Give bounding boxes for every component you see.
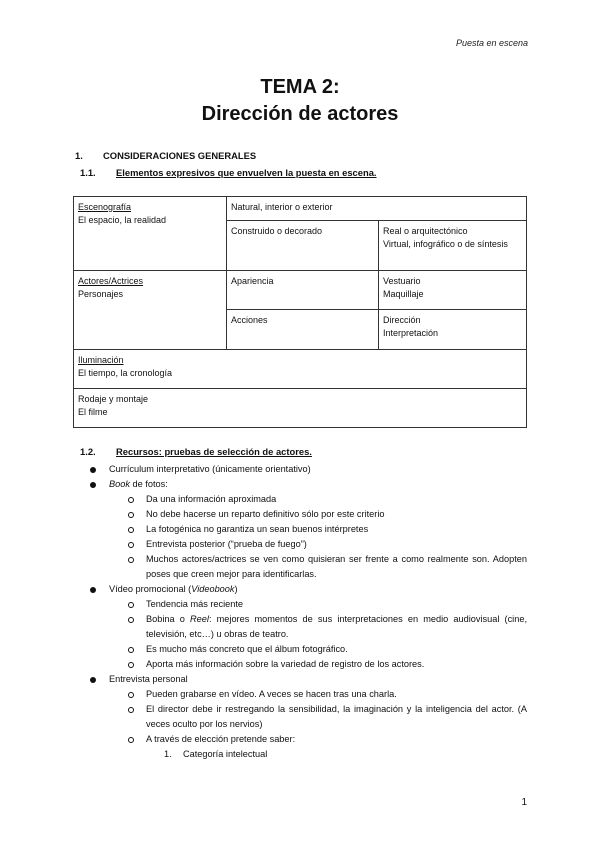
circle-bullet-icon <box>128 707 134 713</box>
bullet-icon <box>90 677 96 683</box>
page-title <box>0 74 600 128</box>
section-number: 1. <box>75 150 83 161</box>
bullet-icon <box>90 467 96 473</box>
list-item: No debe hacerse un reparto definitivo sólo por este criterio <box>146 509 385 519</box>
list-item: Es mucho más concreto que el álbum fotográfico. <box>146 644 348 654</box>
cell-direccion <box>379 310 527 350</box>
book-suffix: de fotos: <box>129 479 168 489</box>
list-item <box>109 582 238 597</box>
circle-bullet-icon <box>128 497 134 503</box>
cell-line: Vestuario <box>383 276 421 286</box>
circle-bullet-icon <box>128 692 134 698</box>
cell-rodaje <box>74 389 527 428</box>
cell-construido: Construido o decorado <box>227 221 379 271</box>
running-header: Puesta en escena <box>455 38 528 48</box>
section-heading-1 <box>75 150 256 161</box>
circle-bullet-icon <box>128 617 134 623</box>
list-item: Tendencia más reciente <box>146 599 244 609</box>
list-item: Da una información aproximada <box>146 494 277 504</box>
circle-bullet-icon <box>128 542 134 548</box>
cell-desc: El filme <box>78 407 108 417</box>
cell-natural: Natural, interior o exterior <box>227 197 527 221</box>
video-prefix: Vídeo promocional ( <box>109 584 192 594</box>
circle-bullet-icon <box>128 662 134 668</box>
list-item: Muchos actores/actrices se ven como quisieran ser frente a como realmente son. Adopten poses que creen mejor para identificarlas. <box>146 554 527 579</box>
section-label: CONSIDERACIONES GENERALES <box>103 150 257 161</box>
circle-bullet-icon <box>128 527 134 533</box>
cell-line: Real o arquitectónico <box>383 226 468 236</box>
circle-bullet-icon <box>128 737 134 743</box>
cell-line: Maquillaje <box>383 289 424 299</box>
subsection-heading-1-2 <box>80 446 312 457</box>
list-item: A través de elección pretende saber: <box>146 734 296 744</box>
cell-real-virtual <box>379 221 527 271</box>
subsection-label: Elementos expresivos que envuelven la puesta en escena. <box>116 167 377 178</box>
cell-iluminacion <box>74 350 527 389</box>
video-suffix: ) <box>234 584 238 594</box>
cell-head: Escenografía <box>78 202 132 212</box>
circle-bullet-icon <box>128 602 134 608</box>
cell-line: Virtual, infográfico o de síntesis <box>383 239 508 249</box>
cell-acciones: Acciones <box>227 310 379 350</box>
subsection-number: 1.2. <box>80 446 96 457</box>
cell-head: Iluminación <box>78 355 124 365</box>
title-line-2: Dirección de actores <box>201 103 399 125</box>
cell-line: Dirección <box>383 315 421 325</box>
list-item: Aporta más información sobre la variedad de registro de los actores. <box>146 659 425 669</box>
cell-escenografia <box>74 197 227 271</box>
list-item <box>109 477 168 492</box>
circle-bullet-icon <box>128 557 134 563</box>
cell-actores <box>74 271 227 350</box>
cell-line: Interpretación <box>383 328 439 338</box>
cell-apariencia: Apariencia <box>227 271 379 310</box>
cell-desc: El tiempo, la cronología <box>78 368 173 378</box>
list-item: Currículum interpretativo (únicamente orientativo) <box>109 464 311 474</box>
videobook-label: Videobook <box>191 584 235 594</box>
book-label: Book <box>109 479 130 489</box>
cell-desc: El espacio, la realidad <box>78 215 167 225</box>
list-item: El director debe ir restregando la sensibilidad, la imaginación y la inteligencia del actor. (A veces oculto por los nervios) <box>146 704 527 729</box>
cell-vestuario <box>379 271 527 310</box>
page-number: 1 <box>521 797 527 808</box>
expressive-elements-table <box>73 196 527 428</box>
cell-desc: Personajes <box>78 289 124 299</box>
circle-bullet-icon <box>128 647 134 653</box>
numbered-item-number: 1. <box>164 749 172 759</box>
subsection-heading-1-1 <box>80 167 377 178</box>
cell-head: Actores/Actrices <box>78 276 144 286</box>
list-item: Entrevista posterior (“prueba de fuego”) <box>146 539 307 549</box>
reel-prefix: Bobina o <box>146 614 191 624</box>
list-item: La fotogénica no garantiza un sean buenos intérpretes <box>146 524 369 534</box>
bullet-icon <box>90 587 96 593</box>
list-item <box>146 612 527 642</box>
list-item: Entrevista personal <box>109 674 188 684</box>
title-line-1: TEMA 2: <box>260 76 340 98</box>
numbered-item-label: Categoría intelectual <box>183 749 268 759</box>
list-item: Pueden grabarse en vídeo. A veces se hacen tras una charla. <box>146 689 397 699</box>
circle-bullet-icon <box>128 512 134 518</box>
subsection-label: Recursos: pruebas de selección de actores. <box>116 446 312 457</box>
bullet-icon <box>90 482 96 488</box>
cell-head: Rodaje y montaje <box>78 394 149 404</box>
subsection-number: 1.1. <box>80 167 96 178</box>
reel-label: Reel <box>190 614 209 624</box>
reel-suffix: : mejores momentos de sus interpretaciones en medio audiovisual (cine, televisión, etc…) u obras de teatro. <box>146 614 527 639</box>
